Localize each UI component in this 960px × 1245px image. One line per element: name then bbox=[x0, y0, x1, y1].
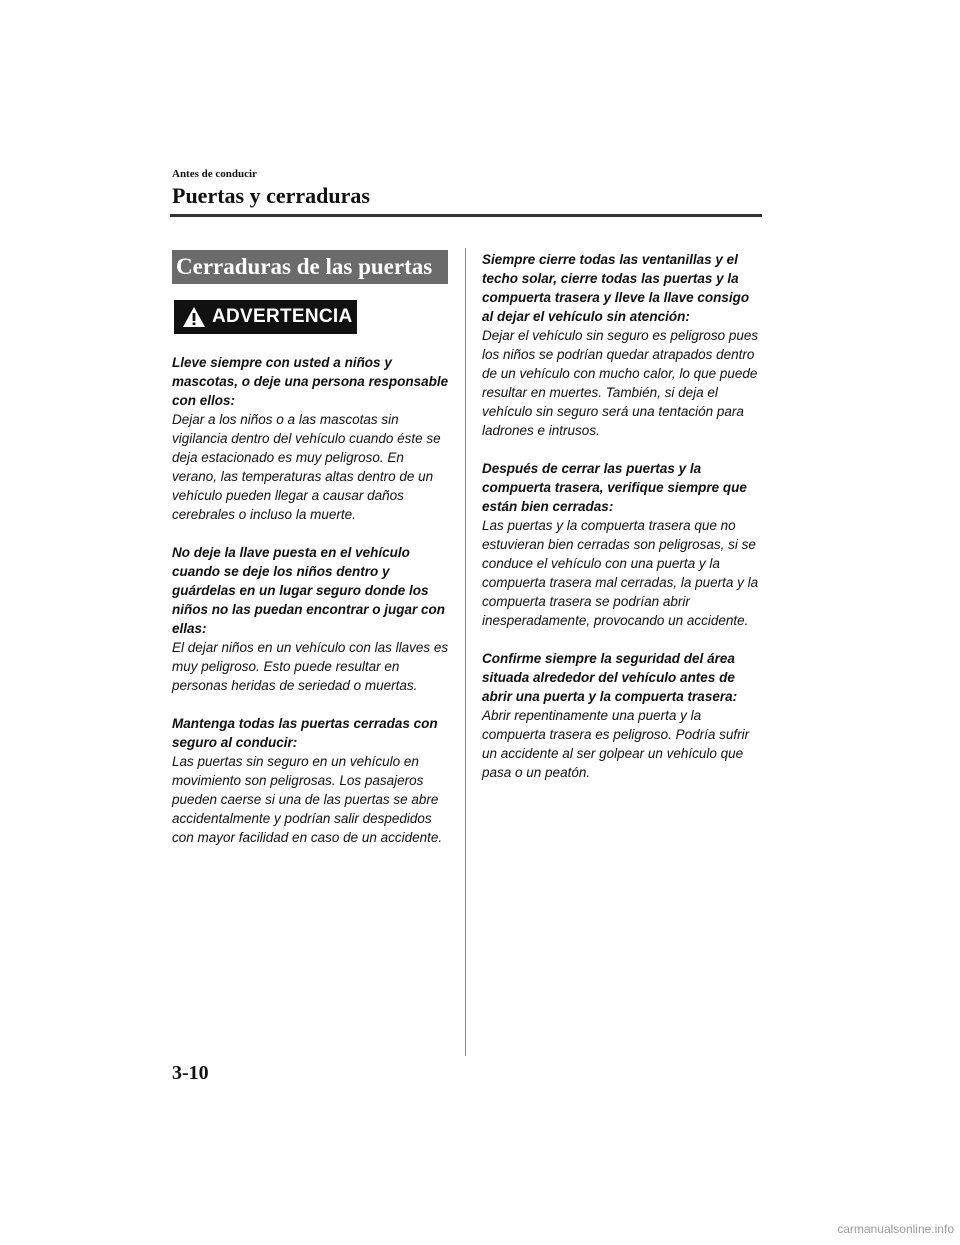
warning-item bbox=[482, 649, 764, 782]
item-body: Dejar a los niños o a las mascotas sin vigilancia dentro del vehículo cuando éste se deja estacionado es muy peligroso. En verano, las temperaturas altas dentro de un vehículo pueden llegar a causar daños cerebrales o incluso la muerte. bbox=[172, 412, 441, 522]
item-heading: Siempre cierre todas las ventanillas y el techo solar, cierre todas las puertas y la compuerta trasera y lleve la llave consigo al dejar el vehículo sin atención: bbox=[482, 252, 750, 324]
warning-item bbox=[172, 543, 450, 695]
item-heading: Después de cerrar las puertas y la compuerta trasera, verifique siempre que están bien cerradas: bbox=[482, 461, 747, 514]
item-heading: No deje la llave puesta en el vehículo cuando se deje los niños dentro y guárdelas en un lugar seguro donde los niños no las puedan encontrar o jugar con ellas: bbox=[172, 545, 446, 636]
item-body: Las puertas sin seguro en un vehículo en movimiento son peligrosas. Los pasajeros pueden caerse si una de las puertas se abre accidentalmente y podrían salir despedidos con mayor facilidad en caso de un accidente. bbox=[172, 754, 443, 845]
item-heading: Lleve siempre con usted a niños y mascotas, o deje una persona responsable con ellos: bbox=[172, 355, 449, 408]
left-column bbox=[172, 250, 450, 847]
header-rule bbox=[170, 214, 762, 217]
right-column bbox=[482, 250, 764, 782]
footer-watermark: carmanualsonline.info bbox=[837, 1222, 954, 1236]
item-heading: Confirme siempre la seguridad del área situada alrededor del vehículo antes de abrir una puerta y la compuerta trasera: bbox=[482, 651, 738, 704]
header-section: Antes de conducir bbox=[172, 168, 257, 180]
item-heading: Mantenga todas las puertas cerradas con seguro al conducir: bbox=[172, 716, 438, 750]
section-title: Cerraduras de las puertas bbox=[172, 250, 448, 284]
warning-item bbox=[482, 459, 764, 630]
column-divider bbox=[465, 248, 466, 1056]
item-body: El dejar niños en un vehículo con las llaves es muy peligroso. Esto puede resultar en personas heridas de seriedad o muertas. bbox=[172, 640, 449, 693]
warning-triangle-icon bbox=[182, 306, 206, 328]
item-body: Abrir repentinamente una puerta y la compuerta trasera es peligroso. Podría sufrir un accidente al ser golpear un vehículo que pasa o un peatón. bbox=[482, 708, 750, 780]
warning-item bbox=[172, 714, 450, 847]
warning-item bbox=[482, 250, 764, 440]
item-body: Las puertas y la compuerta trasera que no estuvieran bien cerradas son peligrosas, si se conduce el vehículo con una puerta y la compuerta trasera mal cerradas, la puerta y la compuerta trasera se podrían abrir inesperadamente, provocando un accidente. bbox=[482, 518, 759, 628]
warning-item bbox=[172, 353, 450, 524]
warning-badge bbox=[174, 300, 357, 334]
warning-label: ADVERTENCIA bbox=[212, 306, 353, 327]
header-chapter: Puertas y cerraduras bbox=[172, 183, 370, 208]
page-number: 3-10 bbox=[172, 1062, 209, 1084]
item-body: Dejar el vehículo sin seguro es peligroso pues los niños se podrían quedar atrapados dentro de un vehículo con mucho calor, lo que puede resultar en muertes. También, si deja el vehículo sin seguro será una tentación para ladrones e intrusos. bbox=[482, 328, 759, 438]
